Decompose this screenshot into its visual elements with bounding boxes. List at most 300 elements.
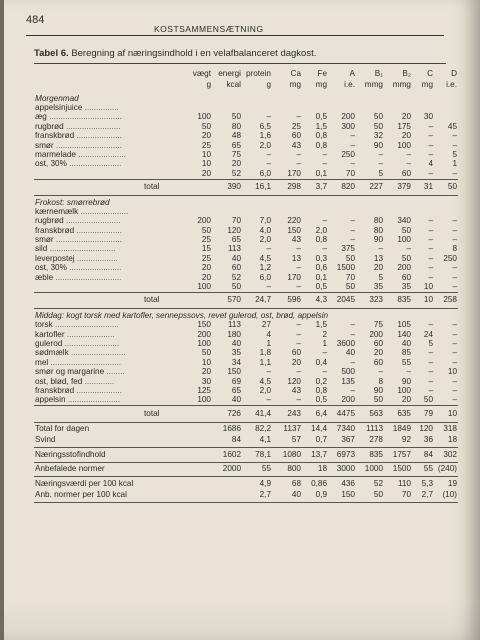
summary-row — [34, 422, 458, 434]
row-label-text: appelsin — [35, 395, 66, 405]
page-shade — [4, 600, 480, 640]
value-cell: 150 — [328, 488, 356, 502]
value-cell: – — [452, 131, 457, 141]
value-cell: 35 — [231, 348, 241, 358]
value-cell: 24,7 — [242, 292, 272, 308]
column-header: B₂ — [402, 70, 411, 78]
value-cell: 90 — [373, 235, 383, 245]
value-cell: 367 — [328, 434, 356, 448]
value-cell: 0,5 — [315, 282, 327, 292]
column-header: vægt — [192, 70, 211, 78]
header-rule — [26, 35, 444, 36]
row-label — [34, 273, 184, 282]
row-label-text: total — [144, 295, 160, 305]
value-cell: 4,3 — [302, 292, 328, 308]
value-cell: 113 — [227, 244, 241, 254]
value-cell: 50 — [373, 122, 383, 131]
value-cell: – — [350, 140, 355, 150]
value-cell: 1500 — [384, 462, 412, 476]
value-cell: – — [406, 150, 411, 159]
value-cell: 6,0 — [259, 169, 271, 178]
row-label-text: smør — [35, 235, 54, 245]
leader-dots: ............................. — [53, 235, 122, 245]
value-cell: 18 — [302, 462, 328, 476]
value-cell: 20 — [201, 273, 211, 282]
caption-text: Beregning af næringsindhold i en velafbalanceret dagkost. — [71, 48, 317, 59]
value-cell: – — [350, 159, 355, 169]
value-cell: – — [350, 329, 355, 339]
row-label-text: torsk — [35, 320, 53, 330]
value-cell: 52 — [231, 273, 241, 282]
value-cell — [212, 477, 242, 489]
value-cell: 0,9 — [302, 488, 328, 502]
row-label-text: mel — [35, 358, 49, 367]
value-cell: 50 — [373, 112, 383, 122]
value-cell: 50 — [401, 226, 411, 235]
value-cell — [184, 462, 212, 476]
food-row — [34, 368, 458, 377]
value-cell — [384, 207, 412, 216]
food-row — [34, 264, 458, 273]
value-cell: 4,5 — [259, 376, 271, 386]
row-label — [34, 339, 184, 348]
value-cell: 150 — [197, 320, 211, 330]
value-cell: 220 — [287, 216, 301, 226]
value-cell: 298 — [272, 179, 302, 195]
value-cell: 390 — [212, 179, 242, 195]
value-cell: 2,0 — [259, 140, 271, 150]
value-cell: 25 — [201, 254, 211, 263]
value-cell: 563 — [356, 406, 384, 422]
value-cell: 50 — [373, 395, 383, 405]
leader-dots: ........................ — [63, 216, 121, 226]
value-cell: 113 — [227, 320, 241, 330]
value-cell: 6,4 — [302, 406, 328, 422]
leader-dots: ............................. — [53, 140, 122, 150]
value-cell: – — [266, 395, 271, 405]
row-label — [34, 245, 184, 254]
header-row — [34, 70, 458, 81]
value-cell: 1602 — [212, 448, 242, 462]
value-cell — [184, 179, 212, 195]
value-cell: 78,1 — [242, 448, 272, 462]
value-cell: 140 — [397, 329, 411, 339]
row-label-text: franskbrød — [35, 226, 75, 235]
value-cell: 65 — [231, 140, 241, 150]
value-cell: 5 — [452, 150, 457, 159]
food-row — [34, 103, 458, 112]
book-page — [4, 0, 480, 640]
row-label — [34, 235, 184, 244]
row-label-text: total — [144, 182, 160, 192]
value-cell: – — [428, 273, 433, 282]
column-header: C — [427, 70, 433, 78]
value-cell — [302, 103, 328, 112]
value-cell: – — [452, 339, 457, 348]
value-cell: – — [452, 320, 457, 330]
value-cell: – — [428, 140, 433, 150]
food-row — [34, 207, 458, 216]
value-cell: 596 — [272, 292, 302, 308]
value-cell: 2,0 — [259, 386, 271, 395]
leader-dots: ............................. — [47, 244, 116, 254]
row-label — [34, 217, 184, 226]
column-header: kcal — [226, 81, 241, 89]
value-cell: 60 — [401, 273, 411, 282]
value-cell: 835 — [384, 292, 412, 308]
value-cell: 40 — [231, 254, 241, 263]
value-cell: 10 — [447, 367, 457, 377]
row-label-text: gulerod — [35, 339, 63, 348]
value-cell — [434, 113, 458, 122]
column-header: A — [349, 70, 355, 78]
row-label — [34, 254, 184, 263]
value-cell: – — [296, 395, 301, 405]
value-cell: 70 — [345, 273, 355, 282]
value-cell: 43 — [291, 386, 301, 395]
food-row — [34, 245, 458, 254]
value-cell: – — [322, 244, 327, 254]
row-label — [34, 132, 184, 141]
value-cell: 70 — [231, 216, 241, 226]
leader-dots: ................................ — [46, 112, 122, 122]
column-header: Fe — [317, 70, 327, 78]
row-label-text: leverpostej — [35, 254, 75, 263]
row-label — [34, 386, 184, 395]
value-cell: 10 — [412, 292, 434, 308]
food-row — [34, 339, 458, 348]
value-cell — [242, 207, 272, 216]
row-label — [34, 160, 184, 169]
value-cell: 726 — [212, 406, 242, 422]
value-cell: 50 — [401, 254, 411, 263]
column-header: mg — [315, 81, 327, 89]
value-cell: – — [428, 122, 433, 131]
food-row — [34, 321, 458, 330]
value-cell: 227 — [356, 179, 384, 195]
row-label-text: total — [144, 408, 160, 418]
leader-dots: .................... — [74, 131, 122, 141]
value-cell: – — [428, 367, 433, 377]
value-cell: – — [428, 376, 433, 386]
value-cell: 2045 — [328, 292, 356, 308]
value-cell: 2000 — [212, 462, 242, 476]
value-cell: – — [428, 216, 433, 226]
value-cell: 52 — [231, 169, 241, 178]
value-cell: 13,7 — [302, 448, 328, 462]
value-cell: 2,0 — [315, 226, 327, 235]
value-cell: 6,5 — [259, 122, 271, 131]
column-header: mg — [421, 81, 433, 89]
value-cell: 70 — [384, 488, 412, 502]
value-cell — [328, 207, 356, 216]
value-cell: 20 — [373, 263, 383, 273]
food-row — [34, 113, 458, 122]
value-cell: – — [350, 320, 355, 330]
row-label-text: smør og margarine — [35, 367, 105, 377]
value-cell: – — [378, 244, 383, 254]
value-cell: 40 — [345, 348, 355, 358]
value-cell: 75 — [373, 320, 383, 330]
value-cell: 79 — [412, 406, 434, 422]
value-cell: 135 — [341, 376, 355, 386]
value-cell: 4475 — [328, 406, 356, 422]
value-cell: 16,1 — [242, 179, 272, 195]
value-cell — [184, 488, 212, 502]
row-label-text: franskbrød — [35, 131, 75, 141]
value-cell: 110 — [397, 478, 411, 488]
value-cell: 100 — [197, 112, 211, 122]
row-label — [34, 462, 184, 476]
row-label — [34, 321, 184, 330]
value-cell: 200 — [397, 263, 411, 273]
column-header: Ca — [290, 70, 301, 78]
value-cell: 0,7 — [302, 434, 328, 448]
value-cell: 1,1 — [259, 358, 271, 367]
total-row — [34, 179, 458, 195]
value-cell: 19 — [447, 478, 457, 488]
value-cell: 15 — [201, 244, 211, 254]
value-cell: 4,1 — [242, 434, 272, 448]
row-label-text: æble — [35, 273, 54, 282]
value-cell: 243 — [272, 406, 302, 422]
column-header — [34, 81, 184, 92]
value-cell: 302 — [434, 448, 458, 462]
value-cell: 45 — [447, 122, 457, 131]
value-cell: 258 — [434, 292, 458, 308]
leader-dots: ............................. — [53, 273, 122, 282]
row-label — [34, 113, 184, 122]
leader-dots: .................... — [74, 226, 122, 235]
value-cell: – — [350, 358, 355, 367]
value-cell: – — [296, 329, 301, 339]
value-cell: – — [350, 216, 355, 226]
value-cell: – — [350, 386, 355, 395]
caption-rule — [34, 63, 446, 64]
table-header — [34, 70, 458, 92]
value-cell: – — [296, 282, 301, 292]
value-cell: 13 — [373, 254, 383, 263]
value-cell: 379 — [384, 179, 412, 195]
value-cell: 10 — [434, 406, 458, 422]
column-header: mmg — [364, 81, 383, 89]
value-cell: – — [406, 244, 411, 254]
value-cell — [242, 103, 272, 112]
value-cell: 10 — [201, 150, 211, 159]
value-cell: 6,0 — [259, 273, 271, 282]
value-cell: – — [378, 159, 383, 169]
value-cell: 4,9 — [259, 478, 271, 488]
value-cell: 1757 — [384, 448, 412, 462]
value-cell: 120 — [419, 424, 433, 434]
value-cell: – — [452, 263, 457, 273]
value-cell: 2,0 — [259, 235, 271, 245]
value-cell — [356, 207, 384, 216]
value-cell: 90 — [373, 386, 383, 395]
value-cell: – — [428, 348, 433, 358]
value-cell: 34 — [231, 358, 241, 367]
value-cell: 8 — [378, 376, 383, 386]
value-cell — [384, 103, 412, 112]
column-header: mg — [289, 81, 301, 89]
value-cell: 125 — [197, 386, 211, 395]
value-cell: 50 — [201, 348, 211, 358]
value-cell: 20 — [201, 263, 211, 273]
row-label-text: ost, blød, fed — [35, 376, 83, 386]
value-cell: 5,3 — [421, 478, 433, 488]
value-cell: 200 — [197, 216, 211, 226]
value-cell: 10 — [201, 358, 211, 367]
summary-row — [34, 434, 458, 448]
value-cell: 13 — [291, 254, 301, 263]
value-cell: 90 — [401, 376, 411, 386]
summary-row — [34, 448, 458, 462]
value-cell: – — [452, 273, 457, 282]
leader-dots: ............. — [82, 376, 115, 386]
section-row — [34, 195, 458, 207]
value-cell: – — [428, 150, 433, 159]
value-cell: 570 — [212, 292, 242, 308]
value-cell: – — [452, 169, 457, 178]
row-label — [34, 368, 184, 377]
section-row — [34, 309, 458, 321]
value-cell: 0,6 — [315, 263, 327, 273]
header-row — [34, 81, 458, 92]
value-cell — [328, 103, 356, 112]
value-cell: 7,0 — [259, 216, 271, 226]
value-cell: – — [296, 263, 301, 273]
value-cell — [184, 477, 212, 489]
value-cell: 0,8 — [315, 386, 327, 395]
food-row — [34, 235, 458, 244]
value-cell: 170 — [287, 169, 301, 178]
value-cell: 0,5 — [315, 395, 327, 405]
value-cell: – — [350, 235, 355, 245]
row-label — [34, 103, 184, 112]
value-cell: 92 — [384, 434, 412, 448]
value-cell: 150 — [227, 367, 241, 377]
value-cell: 84 — [212, 434, 242, 448]
value-cell: 323 — [356, 292, 384, 308]
row-label — [34, 406, 184, 422]
value-cell: 0,3 — [315, 254, 327, 263]
row-label-text: marmelade — [35, 150, 76, 159]
row-label — [34, 349, 184, 358]
row-label-text: Næringsværdi per 100 kcal — [35, 478, 134, 488]
value-cell: 0,4 — [315, 358, 327, 367]
value-cell: 50 — [423, 395, 433, 405]
value-cell: – — [350, 226, 355, 235]
value-cell: – — [452, 386, 457, 395]
row-label-text: rugbrød — [35, 122, 64, 131]
value-cell: 0,86 — [311, 478, 327, 488]
value-cell: 20 — [201, 131, 211, 141]
column-header: D — [451, 70, 457, 78]
value-cell: 820 — [328, 179, 356, 195]
value-cell: 14,4 — [311, 424, 327, 434]
value-cell: 278 — [356, 434, 384, 448]
value-cell: 1,2 — [259, 263, 271, 273]
value-cell: 0,5 — [315, 112, 327, 122]
value-cell: (10) — [434, 488, 458, 502]
summary-row — [34, 462, 458, 476]
value-cell: 4 — [266, 329, 271, 339]
value-cell — [184, 207, 212, 216]
value-cell: 80 — [373, 216, 383, 226]
value-cell: 65 — [231, 235, 241, 245]
leader-dots: ........................ — [68, 348, 126, 358]
value-cell: 0,2 — [315, 376, 327, 386]
row-label — [34, 207, 184, 216]
row-label-text: franskbrød — [35, 386, 75, 395]
value-cell: – — [266, 367, 271, 377]
value-cell: – — [266, 159, 271, 169]
value-cell: – — [378, 367, 383, 377]
value-cell: 105 — [397, 320, 411, 330]
value-cell: 180 — [227, 329, 241, 339]
value-cell: 1 — [322, 339, 327, 348]
value-cell: 0,8 — [315, 235, 327, 245]
value-cell: 50 — [201, 226, 211, 235]
value-cell: – — [452, 140, 457, 150]
value-cell: 55 — [412, 462, 434, 476]
value-cell: 3,7 — [302, 179, 328, 195]
value-cell: 100 — [197, 339, 211, 348]
value-cell — [184, 448, 212, 462]
value-cell: 52 — [373, 478, 383, 488]
value-cell: 30 — [423, 112, 433, 122]
row-label — [34, 264, 184, 273]
row-label — [34, 488, 184, 502]
value-cell: 40 — [231, 339, 241, 348]
leader-dots: ........ — [104, 367, 125, 377]
value-cell: 200 — [341, 112, 355, 122]
value-cell: 1113 — [366, 424, 383, 434]
row-label — [34, 226, 184, 235]
food-row — [34, 358, 458, 367]
value-cell: – — [452, 282, 457, 292]
value-cell: 27 — [261, 320, 271, 330]
summary-row — [34, 488, 458, 502]
value-cell: 250 — [341, 150, 355, 159]
value-cell: 20 — [231, 159, 241, 169]
value-cell: – — [428, 235, 433, 245]
leader-dots: ....................... — [66, 263, 122, 273]
value-cell: – — [452, 329, 457, 339]
value-cell: 100 — [397, 140, 411, 150]
value-cell: 20 — [401, 131, 411, 141]
value-cell: 2 — [322, 329, 327, 339]
value-cell — [434, 207, 458, 216]
value-cell: 50 — [345, 254, 355, 263]
value-cell: 85 — [401, 348, 411, 358]
value-cell: – — [452, 216, 457, 226]
value-cell: 60 — [231, 263, 241, 273]
value-cell: 48 — [231, 131, 241, 141]
column-header: g — [206, 81, 211, 89]
value-cell — [302, 207, 328, 216]
value-cell: 25 — [201, 140, 211, 150]
value-cell: – — [452, 395, 457, 405]
value-cell — [184, 434, 212, 448]
value-cell: 1 — [452, 159, 457, 169]
value-cell: 36 — [412, 434, 434, 448]
value-cell: – — [266, 112, 271, 122]
value-cell: 10 — [201, 159, 211, 169]
value-cell — [412, 103, 434, 112]
value-cell: 635 — [384, 406, 412, 422]
row-label — [34, 141, 184, 150]
